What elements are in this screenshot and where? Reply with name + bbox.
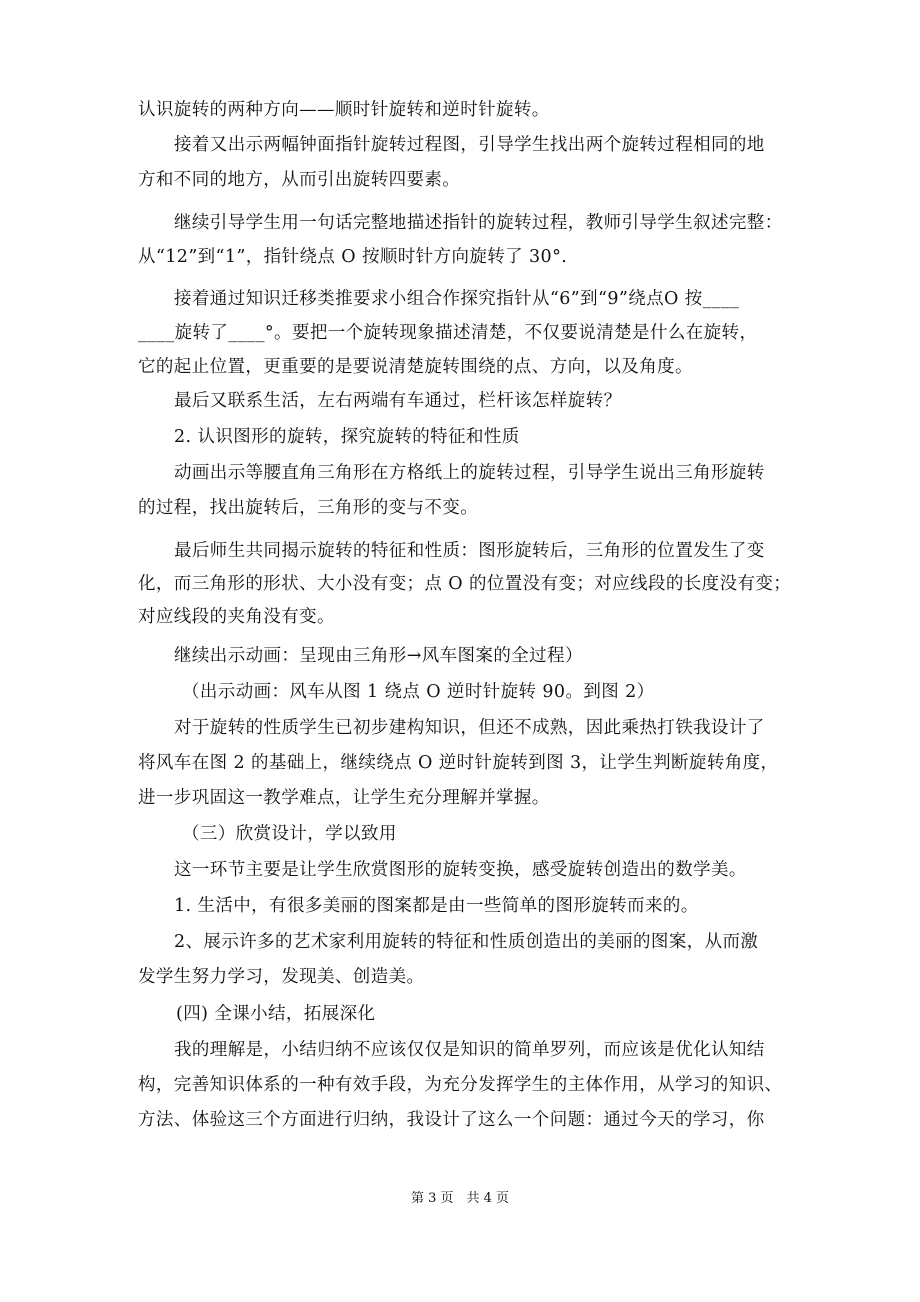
text-line: (四) 全课小结，拓展深化 <box>176 1004 376 1024</box>
text-line: 对于旋转的性质学生已初步建构知识，但还不成熟，因此乘热打铁我设计了 <box>174 718 765 738</box>
text-line: 1. 生活中，有很多美丽的图案都是由一些简单的图形旋转而来的。 <box>174 896 699 916</box>
text-line: 接着又出示两幅钟面指针旋转过程图，引导学生找出两个旋转过程相同的地 <box>174 135 765 155</box>
text-line: 这一环节主要是让学生欣赏图形的旋转变换，感受旋转创造出的数学美。 <box>174 860 747 880</box>
text-line: 最后师生共同揭示旋转的特征和性质：图形旋转后，三角形的位置发生了变 <box>174 541 765 561</box>
text-line: ____旋转了____°。要把一个旋转现象描述清楚，不仅要说清楚是什么在旋转， <box>138 323 758 343</box>
text-line: 动画出示等腰直角三角形在方格纸上的旋转过程，引导学生说出三角形旋转 <box>174 463 765 483</box>
text-line: 方和不同的地方，从而引出旋转四要素。 <box>138 170 461 190</box>
text-line: 方法、体验这三个方面进行归纳，我设计了这么一个问题：通过今天的学习，你 <box>138 1110 765 1130</box>
text-line: 化，而三角形的形状、大小没有变；点 O 的位置没有变；对应线段的长度没有变； <box>138 574 792 594</box>
text-line: 的过程，找出旋转后，三角形的变与不变。 <box>138 498 479 518</box>
text-line: 继续出示动画：呈现由三角形→风车图案的全过程） <box>174 646 583 666</box>
text-line: 对应线段的夹角没有变。 <box>138 607 335 627</box>
page-number-footer: 第 3 页 共 4 页 <box>410 1191 510 1206</box>
text-line: 进一步巩固这一教学难点，让学生充分理解并掌握。 <box>138 788 550 808</box>
text-line: 发学生努力学习，发现美、创造美。 <box>138 967 425 987</box>
text-line: 将风车在图 2 的基础上，继续绕点 O 逆时针旋转到图 3，让学生判断旋转角度， <box>138 753 779 773</box>
text-line: 2、展示许多的艺术家利用旋转的特征和性质创造出的美丽的图案，从而激 <box>174 932 759 952</box>
text-line: （三）欣赏设计，学以致用 <box>182 824 397 844</box>
text-line: 构，完善知识体系的一种有效手段，为充分发挥学生的主体作用，从学习的知识、 <box>138 1075 783 1095</box>
text-line: 它的起止位置，更重要的是要说清楚旋转围绕的点、方向，以及角度。 <box>138 357 693 377</box>
text-line: 2. 认识图形的旋转，探究旋转的特征和性质 <box>174 427 520 447</box>
text-line: 最后又联系生活，左右两端有车通过，栏杆该怎样旋转？ <box>174 391 622 411</box>
text-line: 认识旋转的两种方向——顺时针旋转和逆时针旋转。 <box>138 100 550 120</box>
text-line: 我的理解是，小结归纳不应该仅仅是知识的简单罗列，而应该是优化认知结 <box>174 1040 765 1060</box>
text-line: 接着通过知识迁移类推要求小组合作探究指针从“6”到“9”绕点O 按____ <box>174 289 740 309</box>
text-line: 继续引导学生用一句话完整地描述指针的旋转过程，教师引导学生叙述完整： <box>174 213 783 233</box>
text-line: 从“12”到“1”，指针绕点 O 按顺时针方向旋转了 30°. <box>138 247 568 267</box>
text-line: （出示动画：风车从图 1 绕点 O 逆时针旋转 90。到图 2） <box>182 682 655 702</box>
